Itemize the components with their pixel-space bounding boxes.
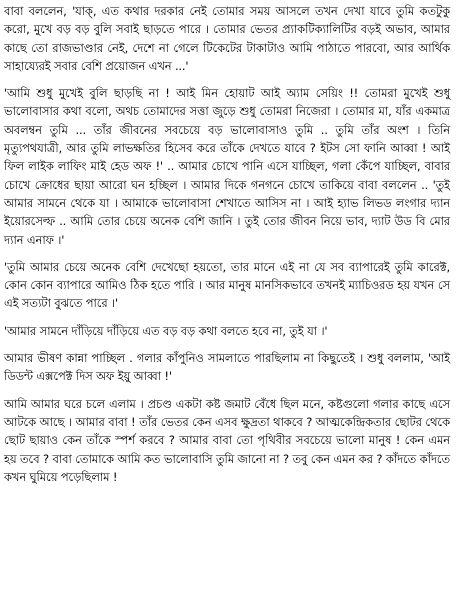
paragraph-maturity-remark: 'তুমি আমার চেয়ে অনেক বেশি দেখেছো হয়তো, তার মানে এই না যে সব ব্যাপারেই তুমি কারেক্ট, কোন কোন ব্যাপারে আমিও ঠিক হতে পারি । আর মানুষ মানসিকভাবে তখনই ম্যাচিওরড হয় যখন সে এই সত্যটা বুঝতে পারে ।'	[4, 259, 450, 311]
paragraph-crying: আমার ভীষণ কান্না পাচ্ছিল . গলার কাঁপুনিও সামলাতে পারছিলাম না কিছুতেই । শুধু বললাম, 'আই ডিডন্ট এক্সপেক্ট দিস অফ ইয়ু আব্বা !'	[4, 351, 450, 384]
paragraph-father-speech: বাবা বললেন, 'যাক্, এত কথার দরকার নেই তোমার সময় আসলে তখন দেখা যাবে তুমি কতটুকু করো, মুখে বড় বড় বুলি সবাই ছাড়তে পারে । তোমার ভেতর প্র্যাকটিক্যালিটির বড়ই অভাব, আমার কাছে তো রাজভাণ্ডার নেই, দেশে না গেলে টিকেটের টাকাটাও আমি পাঠাতে পারবো, আর আর্থিক সাহায্যেরই সবার বেশি প্রয়োজন এখন ...'	[4, 4, 450, 73]
story-page	[4, 2, 450, 486]
paragraph-father-dismissal: 'আমার সামনে দাঁড়িয়ে দাঁড়িয়ে এত বড় বড় কথা বলতে হবে না, তুই যা ।'	[4, 323, 328, 338]
paragraph-narrator-reply: 'আমি শুধু মুখেই বুলি ছাড়ছি না ! আই মিন হোয়াট আই অ্যাম সেয়িং !! তোমরা মুখেই শুধু ভালোবাসার কথা বলো, অথচ তোমাদের সত্তা জুড়ে শুধু তোমরা নিজেরা । তোমার মা, যাঁর একমাত্র অবলম্বন তুমি ... তাঁর জীবনের সবচেয়ে বড় ভালোবাসাও তুমি .. তুমি তাঁর অংশ । তিনি মৃত্যুপথযাত্রী, আর তুমি লাভক্ষতির হিসেব করে তাঁকে দেখতে যাবে ? ইটস সো ফানি আব্বা ! আই ফিল লাইক লাফিং মাই হেড অফ !' .. আমার চোখে পানি এসে যাচ্ছিল, গলা কেঁপে যাচ্ছিল, বাবার চোখে ক্রোধের ছায়া আরো ঘন হচ্ছিল । আমার দিকে গনগনে চোখে তাকিয়ে বাবা বললেন .. 'তুই আমার সামনে থেকে যা । আমাকে ভালোবাসা শেখাতে আসিস না । আই হ্যাভ লিভড লংগার দ্যান ইয়োরসেল্ফ .. আমি তোর চেয়ে অনেক বেশি জানি । তুই তোর জীবন নিয়ে ভাব, দ্যাট উড বি মোর দ্যান এনাফ ।'	[4, 86, 450, 247]
paragraph-room-reflection: আমি আমার ঘরে চলে এলাম । প্রচণ্ড একটা কষ্ট জমাট বেঁধে ছিল মনে, কষ্টগুলো গলার কাছে এসে আটকে আছে । আমার বাবা ! তাঁর ভেতর কেন এসব ক্ষুদ্রতা থাকবে ? আত্মকেন্দ্রিকতার ছোটর থেকে ছোট ছায়াও কেন তাঁকে স্পর্শ করবে ? আমার বাবা তো পৃথিবীর সবচেয়ে ভালো মানুষ ! কেন এমন হয় তবে ? বাবা তোমাকে আমি কত ভালোবাসি তুমি জানো না ? তবু কেন এমন কর ? কাঁদতে কাঁদতে কখন ঘুমিয়ে পড়েছিলাম !	[4, 396, 450, 484]
